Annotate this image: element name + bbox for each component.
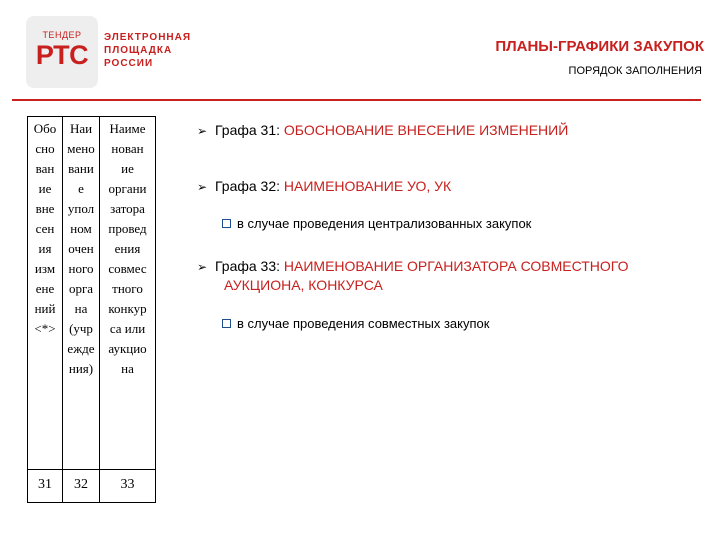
column-header-31: Обо сно ван ие вне сен ия изм ене ний <*> <box>33 121 57 336</box>
bullet-label: Графа 33: <box>215 258 281 274</box>
logo-caption-line: ПЛОЩАДКА <box>104 45 173 56</box>
bullet-column-31 <box>197 122 568 138</box>
bullet-description-continued: АУКЦИОНА, КОНКУРСА <box>224 277 383 293</box>
column-number-32: 32 <box>74 477 88 492</box>
arrow-bullet-icon: ➢ <box>197 124 208 138</box>
bullet-label: Графа 32: <box>215 178 281 194</box>
checkbox-square-icon <box>222 319 231 328</box>
sub-bullet-text: в случае проведения совместных закупок <box>237 316 490 331</box>
arrow-bullet-icon: ➢ <box>197 260 208 274</box>
form-columns-table <box>27 116 156 503</box>
page-subtitle: ПОРЯДОК ЗАПОЛНЕНИЯ <box>568 65 702 77</box>
header-divider <box>12 99 701 101</box>
row-divider <box>28 469 155 470</box>
bullet-label: Графа 31: <box>215 122 281 138</box>
sub-bullet-text: в случае проведения централизованных закупок <box>237 216 532 231</box>
bullet-column-33 <box>197 258 628 274</box>
logo-caption-line: РОССИИ <box>104 58 154 69</box>
column-number-31: 31 <box>38 477 52 492</box>
bullet-description: НАИМЕНОВАНИЕ ОРГАНИЗАТОРА СОВМЕСТНОГО <box>283 258 629 274</box>
sub-bullet-32 <box>222 216 531 231</box>
column-number-33: 33 <box>120 477 135 492</box>
column-header-32: Наи мено вани е упол ном очен ного орга на (учр еждe ния) <box>67 121 95 376</box>
logo-small-text: ТЕНДЕР <box>42 30 82 40</box>
logo <box>26 16 98 88</box>
bullet-description: ОБОСНОВАНИЕ ВНЕСЕНИЕ ИЗМЕНЕНИЙ <box>283 122 569 138</box>
bullet-description: НАИМЕНОВАНИЕ УО, УК <box>283 178 452 194</box>
page-title: ПЛАНЫ-ГРАФИКИ ЗАКУПОК <box>495 38 704 55</box>
checkbox-square-icon <box>222 219 231 228</box>
sub-bullet-33 <box>222 316 489 331</box>
bullet-column-32 <box>197 178 451 194</box>
logo-caption-line: ЭЛЕКТРОННАЯ <box>104 32 192 43</box>
column-header-33: Наиме нован ие органи затора провед ения совмес тного конкур са или аукцио на <box>108 121 147 376</box>
logo-big-text: РТС <box>35 40 89 70</box>
arrow-bullet-icon: ➢ <box>197 180 208 194</box>
logo-caption <box>104 31 191 70</box>
